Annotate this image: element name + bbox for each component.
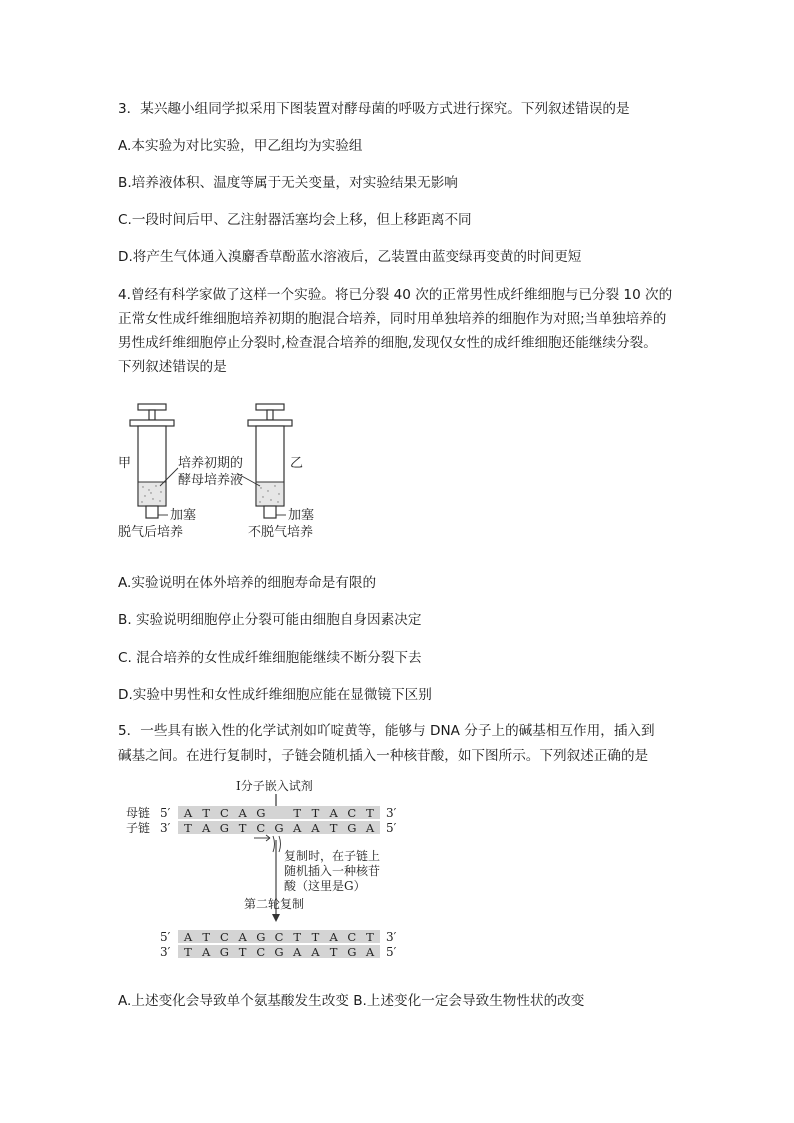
- row2-base: A: [311, 821, 320, 835]
- plug-label-right: 加塞: [288, 508, 315, 523]
- parent-strand-label: 母链: [126, 806, 151, 820]
- q4-stem-line-3: 男性成纤维细胞停止分裂时,检查混合培养的细胞,发现仅女性的成纤维细胞还能继续分裂。: [118, 335, 657, 351]
- row3-base: G: [256, 930, 266, 944]
- q3-stem: 3．某兴趣小组同学拟采用下图装置对酵母菌的呼吸方式进行探究。下列叙述错误的是: [118, 101, 630, 117]
- row1-prime-left: 5′: [160, 806, 171, 820]
- dna-figure: [124, 776, 414, 958]
- medium-label-line-2: 酵母培养液: [178, 473, 244, 488]
- row1-base: C: [219, 806, 229, 820]
- row1-base: A: [238, 806, 247, 820]
- label-jia: 甲: [118, 456, 132, 471]
- row2-base: T: [184, 821, 192, 835]
- row3-base: T: [311, 930, 320, 944]
- intercalator-label: I分子嵌入试剂: [236, 779, 313, 793]
- note-line-3: 酸（这里是G）: [284, 879, 366, 893]
- row1-base: G: [256, 806, 266, 820]
- syringe-figure: [116, 402, 332, 542]
- row1-prime-right: 3′: [386, 806, 397, 820]
- q3-option-c: C.一段时间后甲、乙注射器活塞均会上移，但上移距离不同: [118, 212, 472, 228]
- syringe-yi: [248, 404, 292, 518]
- row3-base: T: [202, 930, 211, 944]
- row3-prime-left: 5′: [160, 930, 171, 944]
- row4-base: G: [347, 945, 357, 958]
- row3-base: C: [347, 930, 357, 944]
- row4-base: A: [202, 945, 211, 958]
- row4-base: T: [184, 945, 192, 958]
- row1-base: A: [329, 806, 338, 820]
- q3-option-a: A.本实验为对比实验，甲乙组均为实验组: [118, 138, 363, 154]
- row2-base: T: [329, 821, 338, 835]
- row2-base: A: [293, 821, 302, 835]
- label-yi: 乙: [290, 456, 304, 471]
- row1-base: T: [366, 806, 374, 820]
- note-line-2: 随机插入一种核苷: [284, 864, 381, 878]
- q3-option-b: B.培养液体积、温度等属于无关变量，对实验结果无影响: [118, 175, 458, 191]
- medium-label-line-1: 培养初期的: [178, 456, 244, 471]
- row2-base: G: [347, 821, 357, 835]
- q4-stem-line-4: 下列叙述错误的是: [118, 359, 227, 375]
- q3-option-d: D.将产生气体通入溴麝香草酚蓝水溶液后，乙装置由蓝变绿再变黄的时间更短: [118, 249, 582, 265]
- caption-right: 不脱气培养: [248, 525, 314, 540]
- row3-base: A: [238, 930, 247, 944]
- row3-base: A: [183, 930, 193, 944]
- row3-base: T: [366, 930, 374, 944]
- row4-base: G: [274, 945, 284, 958]
- q4-option-b: B. 实验说明细胞停止分裂可能由细胞自身因素决定: [118, 612, 422, 628]
- row2-base: T: [238, 821, 247, 835]
- row4-base: G: [219, 945, 229, 958]
- q4-option-a: A.实验说明在体外培养的细胞寿命是有限的: [118, 575, 377, 591]
- row2-base: G: [274, 821, 284, 835]
- row4-base: T: [238, 945, 247, 958]
- row2-prime-right: 5′: [386, 821, 397, 835]
- daughter-strand-label: 子链: [126, 821, 151, 835]
- note-line-1: 复制时，在子链上: [284, 849, 381, 863]
- row2-base: G: [219, 821, 229, 835]
- row3-base: C: [219, 930, 229, 944]
- row1-base: C: [347, 806, 357, 820]
- row4-base: A: [311, 945, 320, 958]
- row1-base: T: [293, 806, 302, 820]
- row4-prime-left: 3′: [160, 945, 171, 958]
- row4-base: T: [329, 945, 338, 958]
- insertion-mark: [273, 836, 275, 852]
- row3-base: T: [293, 930, 302, 944]
- row3-base: A: [329, 930, 338, 944]
- q5-stem-line-1: 5．一些具有嵌入性的化学试剂如吖啶黄等，能够与 DNA 分子上的碱基相互作用，插入到: [118, 723, 655, 739]
- row4-base: A: [365, 945, 375, 958]
- row2-base: A: [365, 821, 375, 835]
- row1-base: A: [183, 806, 193, 820]
- q4-stem-line-1: 4.曾经有科学家做了这样一个实验。将已分裂 40 次的正常男性成纤维细胞与已分裂 10 次的: [118, 287, 673, 303]
- syringe-jia: [130, 404, 174, 518]
- row2-base: C: [256, 821, 266, 835]
- row4-prime-right: 5′: [386, 945, 397, 958]
- row4-base: A: [293, 945, 302, 958]
- q5-options-line: A.上述变化会导致单个氨基酸发生改变 B.上述变化一定会导致生物性状的改变: [118, 993, 585, 1009]
- row1-base: T: [311, 806, 320, 820]
- q4-stem-line-2: 正常女性成纤维细胞培养初期的胞混合培养，同时用单独培养的细胞作为对照;当单独培养的: [118, 311, 667, 327]
- q5-stem-line-2: 碱基之间。在进行复制时，子链会随机插入一种核苷酸，如下图所示。下列叙述正确的是: [118, 748, 649, 764]
- plug-label-left: 加塞: [170, 508, 197, 523]
- row2-prime-left: 3′: [160, 821, 171, 835]
- row1-base: T: [202, 806, 211, 820]
- row4-base: C: [256, 945, 266, 958]
- row2-base: A: [202, 821, 211, 835]
- caption-left: 脱气后培养: [118, 525, 184, 540]
- second-round-label: 第二轮复制: [244, 897, 305, 911]
- q4-option-c: C. 混合培养的女性成纤维细胞能继续不断分裂下去: [118, 650, 422, 666]
- q4-option-d: D.实验中男性和女性成纤维细胞应能在显微镜下区别: [118, 687, 432, 703]
- row3-base: C: [274, 930, 284, 944]
- row3-prime-right: 3′: [386, 930, 397, 944]
